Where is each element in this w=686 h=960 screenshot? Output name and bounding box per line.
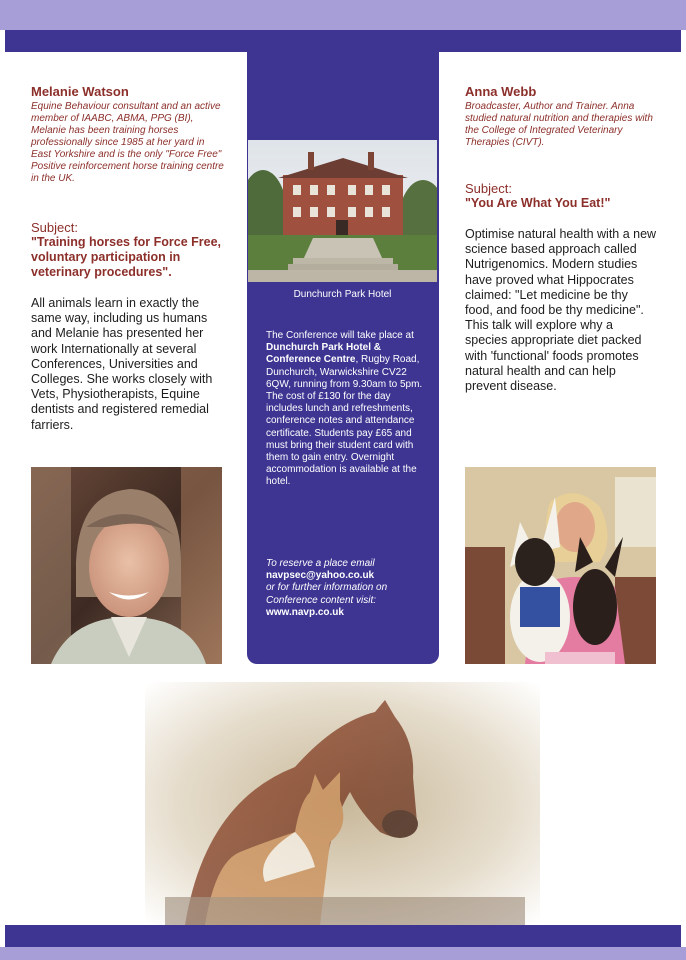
right-body-text: Optimise natural health with a new science based approach called Nutrigenomics. Modern studies have proved what Hippocrates claimed: "Let medicine be thy food, and food be thy medicine". This talk will explore why a species appropriate diet packed with 'functional' foods promotes natural health and can help prevent disease. — [465, 227, 657, 394]
left-subject-title: "Training horses for Force Free, voluntary participation in veterinary procedures". — [31, 235, 222, 279]
right-subject-label: Subject: — [465, 181, 512, 196]
left-subject-label: Subject: — [31, 220, 78, 235]
reservation-info — [266, 558, 428, 619]
hotel-photo-caption: Dunchurch Park Hotel — [293, 289, 392, 300]
conference-venue: Dunchurch Park Hotel & Conference Centre — [266, 342, 382, 366]
hotel-photo — [248, 140, 437, 282]
right-subject-title: "You Are What You Eat!" — [465, 196, 611, 210]
reserve-text: To reserve a place email — [266, 558, 375, 569]
website-link[interactable]: www.navp.co.uk — [266, 606, 344, 618]
right-speaker-bio: Broadcaster, Author and Trainer. Anna studied natural nutrition and therapies with the College of Integrated Veterinary Therapies (CIVT). — [465, 101, 653, 148]
horse-and-dog-photo — [145, 682, 540, 925]
left-speaker-name: Melanie Watson — [31, 84, 129, 99]
top-band-light — [0, 0, 686, 30]
conference-intro: The Conference will take place at — [266, 330, 414, 341]
left-speaker-bio: Equine Behaviour consultant and an active member of IAABC, ABMA, PPG (BI), Melanie has been training horses professionally since 1985 at her yard in East Yorkshire and is the only "Force Free" Positive reinforcement horse training centre in the UK. — [31, 101, 224, 184]
conference-details — [266, 330, 428, 489]
bottom-band-light — [0, 947, 686, 960]
bottom-band-dark — [5, 925, 681, 947]
further-info-text: or for further information on Conference content visit: — [266, 582, 388, 606]
left-body-text: All animals learn in exactly the same way, including us humans and Melanie has presented her work Internationally at several Conferences, Universities and Colleges. She works closely with Vets, Physiotherapists, Equine dentists and registered remedial farriers. — [31, 296, 213, 432]
conference-details-text: , Rugby Road, Dunchurch, Warwickshire CV22 6QW, running from 9.30am to 5pm. The cost of £130 for the day includes lunch and refreshments, conference notes and attendance certificate. Students pay £65 and must bring their student card with them to gain entry. Overnight accommodation is available at the hotel. — [266, 354, 423, 488]
right-speaker-name: Anna Webb — [465, 84, 537, 99]
email-link[interactable]: navpsec@yahoo.co.uk — [266, 570, 375, 582]
melanie-watson-photo — [31, 467, 222, 664]
anna-webb-photo — [465, 467, 656, 664]
